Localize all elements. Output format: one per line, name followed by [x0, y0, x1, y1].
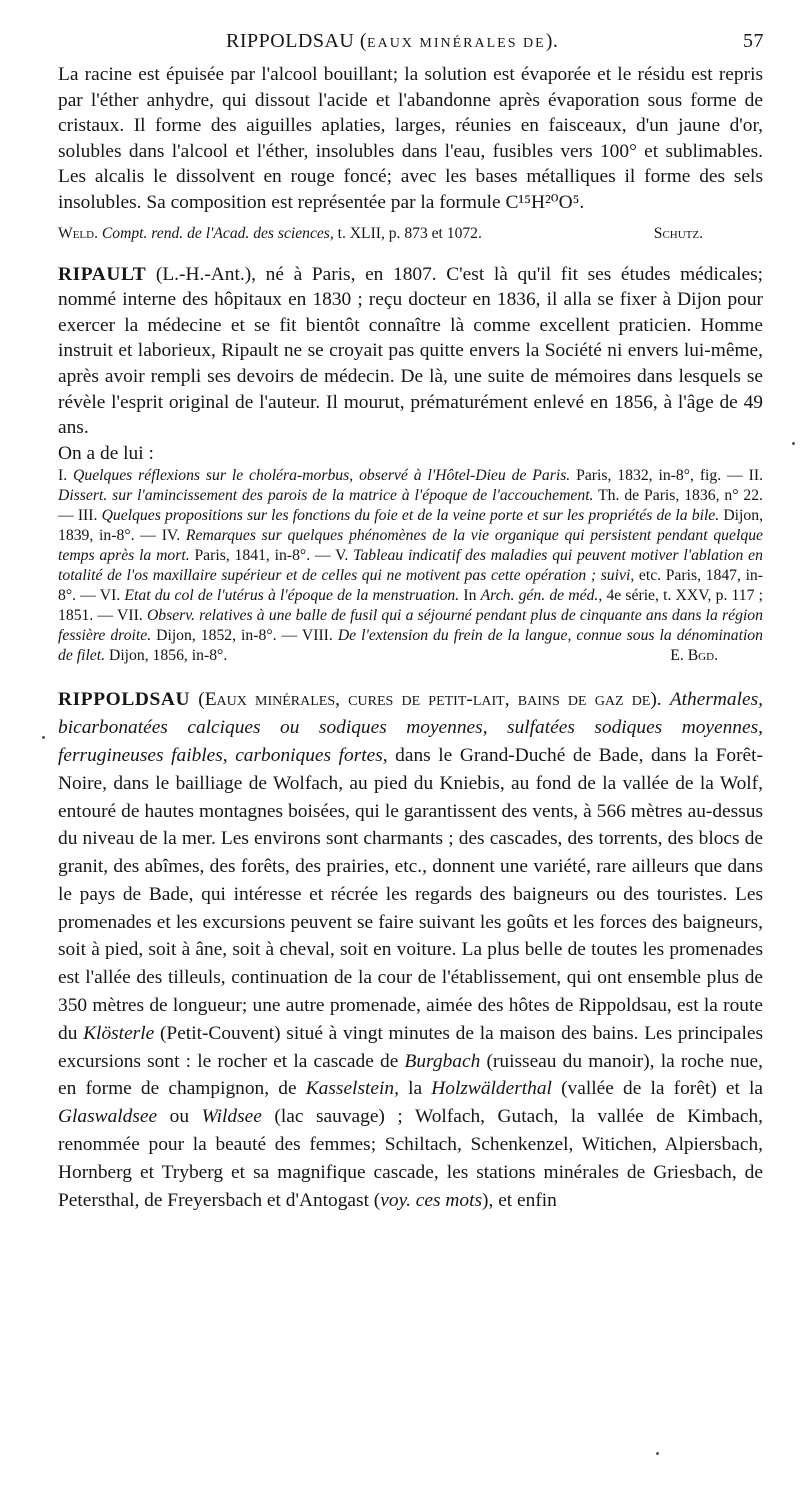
running-subtitle: EAUX MINÉRALES DE [367, 36, 546, 51]
rippoldsau-text-run: Burgbach [404, 1050, 481, 1072]
body-text [58, 62, 763, 1214]
rippoldsau-text-run: la [398, 1078, 432, 1100]
entry-headword-rippoldsau: RIPPOLDSAU [58, 689, 191, 711]
bibliography-run: Paris, 1841, in-8°. — V. [189, 547, 354, 565]
bibliography-run: Paris, 1832, in-8°, fig. — II. [570, 467, 763, 485]
rippoldsau-text-run: ou [157, 1106, 202, 1128]
bibliography-run: Dijon, 1839, in-8°. — IV. [58, 507, 764, 545]
bibliography-run: Etat du col de l'utérus à l'époque de la menstruation. [124, 587, 460, 605]
bibliography-run: Dissert. sur l'amincissement des parois de la matrice à l'époque de l'accouchement. [58, 487, 594, 505]
author-signature: Schutz. [653, 224, 703, 242]
bibliography-run: Observ. relatives à une balle de fusil qui a séjourné pendant plus de cinquante ans dans la région fessière droite. [58, 607, 763, 645]
ripault-text: (L.-H.-Ant.), né à Paris, en 1807. C'est là qu'il fit ses études médicales; nommé interne des hôpitaux en 1830 ; reçu docteur en 1836, il alla se fixer à Dijon pour exercer la médecine et se fit bientôt connaître là comme excellent praticien. Homme instruit et laborieux, Ripault ne se croyait pas quitte envers la Société ni envers lui-même, après avoir rempli ses devoirs de médecin. De là, une suite de mémoires dans lesquels se révèle l'esprit original de l'auteur. Il mourut, prématurément enlevé en 1856, à l'âge de 49 ans. [58, 263, 763, 439]
rippoldsau-text-run: Wildsee [201, 1106, 262, 1128]
rippoldsau-text-run: ), et enfin [482, 1189, 557, 1211]
bibliography-run: Quelques réflexions sur le choléra-morbus, observé à l'Hôtel-Dieu de Paris. [73, 467, 571, 485]
rippoldsau-text-run: dans le Grand-Duché de Bade, dans la Forêt-Noire, dans le bailliage de Wolfach, au pied du Kniebis, au fond de la vallée de la Wolf, entouré de hautes montagnes boisées, qui le garantissent des vents, à 566 mètres au-dessus du niveau de la mer. Les environs sont charmants ; des cascades, des torrents, des blocs de granit, des abîmes, des forêts, des prairies, etc., donnent une variété, rare ailleurs que dans le pays de Bade, qui intéresse et récrée les regards des baigneurs ou des touristes. Les promenades et les excursions peuvent se faire suivant les goûts et les forces des baigneurs, soit à pied, soit à âne, soit à cheval, soit en voiture. La plus belle de toutes les promenades est l'allée des tilleuls, continuation de la cour de l'établissement, qui ont ensemble plus de 350 mètres de longueur; une autre promenade, aimée des hôtes de Rippoldsau, est la route du [58, 744, 763, 1044]
bibliography-run: Dijon, 1856, in-8°. [105, 647, 228, 665]
bibliography-run: In [459, 587, 481, 605]
rippoldsau-text-run: Klösterle [83, 1022, 155, 1044]
rippoldsau-text-run: Kasselstein, [305, 1078, 399, 1100]
bibliography-run: Quelques propositions sur les fonctions du foie et de la veine porte et sur les propriétés de la bile. [101, 507, 720, 525]
rippoldsau-article [58, 686, 763, 1214]
rippoldsau-text-run: voy. ces mots [380, 1189, 483, 1211]
speck [792, 442, 795, 445]
reference-details: t. XLII, p. 873 et 1072. [337, 224, 482, 242]
on-a-de-lui: On a de lui : [58, 442, 154, 464]
rippoldsau-text-run: (ruisseau du manoir), la roche nue, en forme de champignon, de [58, 1050, 763, 1100]
entry-headword-ripault: RIPAULT [58, 263, 147, 285]
reference-title: Compt. rend. de l'Acad. des sciences, [101, 224, 334, 242]
bibliography-run: Th. de Paris, 1836, n° 22. — III. [58, 487, 763, 525]
bibliography-run: Tableau indicatif des maladies qui peuvent motiver l'ablation en totalité de l'os maxillaire supérieur et de celles qui ne motivent pas cette opération ; suivi, [58, 547, 763, 585]
bibliography-run: 4e série, t. XXV, p. 117 ; 1851. — VII. [58, 587, 763, 625]
bibliography-run: Arch. gén. de méd., [480, 587, 603, 605]
running-head [0, 30, 800, 56]
bibliography [58, 466, 763, 666]
rippoldsau-text-run: (vallée de la forêt) et la [551, 1078, 763, 1100]
intro-paragraph: La racine est épuisée par l'alcool bouillant; la solution est évaporée et le résidu est repris par l'éther anhydre, qui dissout l'acide et l'abandonne après évaporation sous forme de cristaux. Il forme des aiguilles aplaties, larges, réunies en faisceaux, d'un jaune d'or, solubles dans l'alcool et l'éther, insolubles dans l'eau, fusibles vers 100° et sublimables. Les alcalis le dissolvent en rouge foncé; avec les bases métalliques il forme des sels insolubles. Sa composition est représentée par la formule C¹⁵H²⁰O⁵. [58, 64, 763, 213]
rippoldsau-text-run: Athermales, bicarbonatées calciques ou sodiques moyennes, sulfatées sodiques moyennes, ferrugineuses faibles, carboniques fortes, [58, 689, 763, 766]
speck [42, 736, 45, 739]
rippoldsau-text-run: Glaswaldsee [58, 1106, 158, 1128]
page-number: 57 [743, 30, 764, 52]
rippoldsau-text-run: (lac sauvage) ; Wolfach, Gutach, la vallée de Kimbach, renommée pour la beauté des femmes; Schiltach, Schenkenzel, Witichen, Alpiersbach, Hornberg et Tryberg et sa magnifique cascade, les stations minérales de Griesbach, de Petersthal, de Freyersbach et d'Antogast ( [58, 1106, 764, 1211]
bibliography-run: Dijon, 1852, in-8°. — VIII. [151, 627, 338, 645]
bibliography-run: Remarques sur quelques phénomènes de la vie organique qui persistent pendant quelque temps après la mort. [58, 527, 763, 565]
bibliography-run: etc. Paris, 1847, in-8°. — VI. [58, 567, 763, 605]
rippoldsau-text-run: (Petit-Couvent) situé à vingt minutes de la maison des bains. Les principales excursions sont : le rocher et la cascade de [58, 1022, 763, 1072]
reference-line [58, 222, 763, 246]
rippoldsau-text-run: Holzwälderthal [431, 1078, 552, 1100]
speck [656, 1452, 659, 1455]
author-signature-bgd: E. Bgd. [670, 647, 718, 665]
rippoldsau-heading-paren: (Eaux minérales, cures de petit-lait, bains de gaz de). [190, 689, 670, 711]
bibliography-run: De l'extension du frein de la langue, connue sous la dénomination de filet. [58, 627, 763, 665]
reference-author: Weld. [58, 224, 98, 242]
reference-citation [58, 222, 482, 246]
ripault-article [58, 262, 763, 441]
running-title: RIPPOLDSAU (EAUX MINÉRALES DE). [226, 30, 559, 52]
bibliography-run: I. [58, 467, 74, 485]
